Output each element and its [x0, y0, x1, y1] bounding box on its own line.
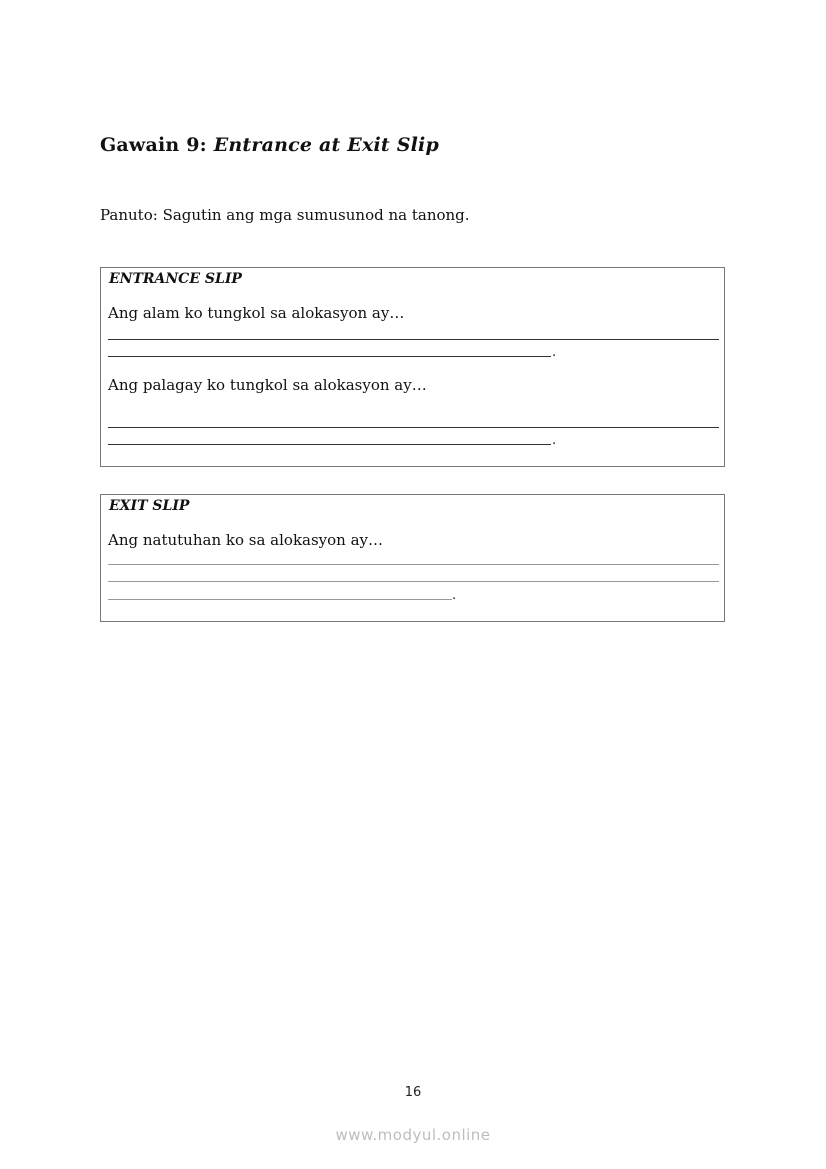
title-prefix: Gawain 9:: [100, 134, 214, 156]
entrance-prompt-2: Ang palagay ko tungkol sa alokasyon ay…: [108, 376, 427, 394]
watermark: www.modyul.online: [335, 1126, 491, 1144]
answer-line[interactable]: [108, 599, 452, 600]
answer-line[interactable]: [108, 444, 551, 445]
instructions: Panuto: Sagutin ang mga sumusunod na tanong.: [100, 206, 470, 224]
answer-line[interactable]: [108, 356, 551, 357]
entrance-slip-box: [100, 267, 725, 467]
activity-title: [100, 134, 439, 156]
entrance-slip-heading: ENTRANCE SLIP: [109, 271, 242, 287]
answer-line[interactable]: [108, 427, 719, 428]
exit-slip-box: [100, 494, 725, 622]
line-end-period: .: [452, 588, 457, 603]
exit-slip-heading: EXIT SLIP: [109, 498, 190, 514]
answer-line[interactable]: [108, 339, 719, 340]
line-end-period: .: [552, 345, 557, 360]
title-emphasis: Entrance at Exit Slip: [213, 134, 439, 156]
exit-prompt: Ang natutuhan ko sa alokasyon ay…: [108, 531, 384, 549]
answer-line[interactable]: [108, 581, 719, 582]
line-end-period: .: [552, 433, 557, 448]
entrance-prompt-1: Ang alam ko tungkol sa alokasyon ay…: [108, 304, 405, 322]
answer-line[interactable]: [108, 564, 719, 565]
page-number: 16: [404, 1085, 422, 1100]
